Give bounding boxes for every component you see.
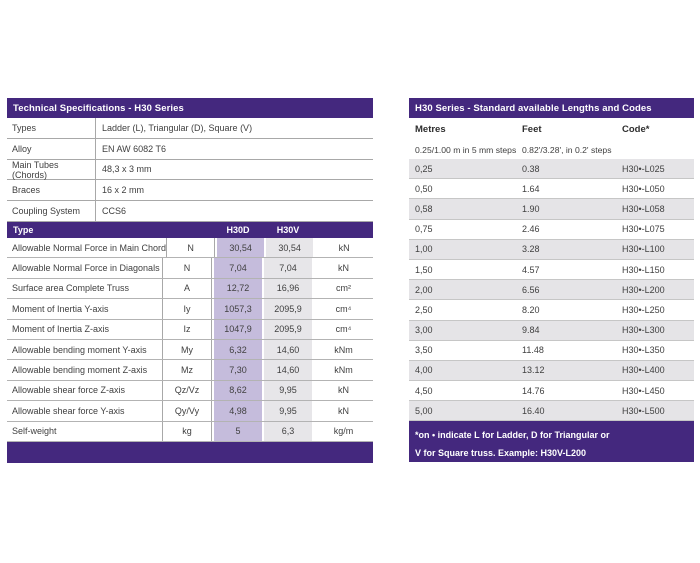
row-h30v-value: 14,60 xyxy=(264,340,312,359)
metres-value: 0,75 xyxy=(415,224,433,235)
row-h30d-value: 1047,9 xyxy=(214,320,262,339)
metres-value: 0,50 xyxy=(415,183,433,194)
row-unit: kg/m xyxy=(333,426,354,437)
spec-row-alloy xyxy=(7,139,373,160)
code-value: H30•-L100 xyxy=(622,244,665,255)
length-row xyxy=(409,381,694,401)
table-row xyxy=(7,340,373,360)
spec-label: Braces xyxy=(7,180,96,200)
row-h30v-value: 2095,9 xyxy=(264,299,312,318)
feet-value: 14.76 xyxy=(522,385,545,396)
row-label: Allowable Normal Force in Main Chord xyxy=(7,238,167,257)
row-h30v-value: 9,95 xyxy=(264,401,312,420)
row-h30v-value: 30,54 xyxy=(266,238,313,257)
code-value: H30•-L450 xyxy=(622,385,665,396)
length-row xyxy=(409,361,694,381)
row-label: Surface area Complete Truss xyxy=(7,279,163,298)
left-table-title-bar xyxy=(7,98,373,118)
metres-value: 2,00 xyxy=(415,284,433,295)
row-symbol: Iz xyxy=(163,320,212,339)
row-unit: kNm xyxy=(334,344,353,355)
row-h30d-value: 7,30 xyxy=(214,360,262,379)
code-value: H30•-L300 xyxy=(622,325,665,336)
steps-row xyxy=(409,141,694,159)
right-table-title-bar xyxy=(409,98,694,118)
metres-value: 4,00 xyxy=(415,365,433,376)
metres-value: 0,25 xyxy=(415,163,433,174)
row-unit: cm⁴ xyxy=(335,303,352,314)
row-unit: kN xyxy=(338,405,349,416)
table-row xyxy=(7,238,373,258)
code-value: H30•-L025 xyxy=(622,163,665,174)
steps-metres: 0.25/1.00 m in 5 mm steps xyxy=(415,145,517,155)
table-row xyxy=(7,422,373,442)
length-row xyxy=(409,260,694,280)
row-symbol: Qz/Vz xyxy=(163,381,212,400)
code-value: H30•-L250 xyxy=(622,304,665,315)
lengths-and-codes-table xyxy=(409,98,694,462)
code-value: H30•-L200 xyxy=(622,284,665,295)
row-label: Allowable shear force Z-axis xyxy=(7,381,163,400)
h30d-column-header: H30D xyxy=(226,224,250,235)
spec-value: EN AW 6082 T6 xyxy=(102,143,167,154)
row-h30v-value: 16,96 xyxy=(264,279,312,298)
row-h30d-value: 30,54 xyxy=(217,238,264,257)
length-row xyxy=(409,280,694,300)
right-table-column-headers xyxy=(409,118,694,141)
row-unit: kN xyxy=(338,263,349,274)
code-value: H30•-L150 xyxy=(622,264,665,275)
feet-value: 0.38 xyxy=(522,163,540,174)
metres-value: 5,00 xyxy=(415,405,433,416)
steps-feet: 0.82'/3.28', in 0.2' steps xyxy=(522,145,612,155)
metres-value: 1,50 xyxy=(415,264,433,275)
row-label: Moment of Inertia Z-axis xyxy=(7,320,163,339)
code-footnote xyxy=(409,421,694,462)
row-h30v-value: 2095,9 xyxy=(264,320,312,339)
metres-value: 4,50 xyxy=(415,385,433,396)
right-table-title: H30 Series - Standard available Lengths and Codes xyxy=(415,102,652,114)
row-unit: cm⁴ xyxy=(335,324,352,335)
row-h30d-value: 4,98 xyxy=(214,401,262,420)
row-symbol: N xyxy=(163,258,212,277)
row-label: Allowable bending moment Y-axis xyxy=(7,340,163,359)
row-h30d-value: 8,62 xyxy=(214,381,262,400)
code-value: H30•-L075 xyxy=(622,224,665,235)
metres-value: 0,58 xyxy=(415,203,433,214)
spec-value: Ladder (L), Triangular (D), Square (V) xyxy=(102,122,253,133)
feet-value: 1.64 xyxy=(522,183,540,194)
row-h30d-value: 7,04 xyxy=(214,258,262,277)
footnote-line-2: V for Square truss. Example: H30V-L200 xyxy=(415,448,587,459)
h30v-column-header: H30V xyxy=(276,224,300,235)
footnote-line-1: *on • indicate L for Ladder, D for Triangular or xyxy=(415,430,610,441)
metres-value: 3,50 xyxy=(415,345,433,356)
feet-value: 9.84 xyxy=(522,325,540,336)
feet-value: 4.57 xyxy=(522,264,540,275)
code-value: H30•-L400 xyxy=(622,365,665,376)
table-row xyxy=(7,299,373,319)
length-row xyxy=(409,159,694,179)
type-header-label: Type xyxy=(13,224,34,235)
type-header-bar xyxy=(7,222,373,238)
metres-value: 3,00 xyxy=(415,325,433,336)
metres-value: 1,00 xyxy=(415,244,433,255)
table-row xyxy=(7,320,373,340)
feet-value: 1.90 xyxy=(522,203,540,214)
length-row xyxy=(409,240,694,260)
row-unit: kNm xyxy=(334,365,353,376)
code-column-header: Code* xyxy=(622,124,650,135)
row-label: Allowable Normal Force in Diagonals xyxy=(7,258,163,277)
length-row xyxy=(409,220,694,240)
unit-column-header xyxy=(314,222,373,238)
row-symbol: N xyxy=(167,238,215,257)
length-row xyxy=(409,401,694,421)
row-unit: kN xyxy=(338,242,350,253)
technical-specifications-table xyxy=(7,98,373,463)
length-row xyxy=(409,300,694,320)
table-row xyxy=(7,279,373,299)
feet-column-header: Feet xyxy=(522,124,542,135)
length-row xyxy=(409,179,694,199)
spec-label: Main Tubes (Chords) xyxy=(7,160,96,180)
row-label: Allowable bending moment Z-axis xyxy=(7,360,163,379)
table-row xyxy=(7,381,373,401)
length-row xyxy=(409,341,694,361)
row-symbol: Iy xyxy=(163,299,212,318)
spec-row-types xyxy=(7,118,373,139)
feet-value: 8.20 xyxy=(522,304,540,315)
row-symbol: kg xyxy=(163,422,212,441)
spec-label: Alloy xyxy=(7,139,96,159)
row-symbol: Qy/Vy xyxy=(163,401,212,420)
table-row xyxy=(7,258,373,278)
spec-row-braces xyxy=(7,180,373,201)
row-unit: cm² xyxy=(336,283,351,294)
row-h30v-value: 6,3 xyxy=(264,422,312,441)
row-h30d-value: 1057,3 xyxy=(214,299,262,318)
left-table-title: Technical Specifications - H30 Series xyxy=(13,102,184,114)
row-h30v-value: 9,95 xyxy=(264,381,312,400)
row-symbol: A xyxy=(163,279,212,298)
spec-label: Types xyxy=(7,118,96,138)
row-h30v-value: 7,04 xyxy=(264,258,312,277)
feet-value: 2.46 xyxy=(522,224,540,235)
feet-value: 3.28 xyxy=(522,244,540,255)
row-h30d-value: 12,72 xyxy=(214,279,262,298)
spec-row-coupling xyxy=(7,201,373,222)
row-label: Allowable shear force Y-axis xyxy=(7,401,163,420)
spec-row-main-tubes xyxy=(7,160,373,181)
row-unit: kN xyxy=(338,385,349,396)
feet-value: 6.56 xyxy=(522,284,540,295)
row-h30d-value: 6,32 xyxy=(214,340,262,359)
metres-column-header: Metres xyxy=(415,124,446,135)
spec-value: CCS6 xyxy=(102,206,127,217)
row-symbol: My xyxy=(163,340,212,359)
table-row xyxy=(7,360,373,380)
feet-value: 11.48 xyxy=(522,345,544,356)
code-value: H30•-L350 xyxy=(622,345,665,356)
spec-label: Coupling System xyxy=(7,201,96,221)
spec-value: 16 x 2 mm xyxy=(102,185,145,196)
left-table-footer-bar xyxy=(7,442,373,463)
row-label: Moment of Inertia Y-axis xyxy=(7,299,163,318)
row-label: Self-weight xyxy=(7,422,163,441)
row-h30v-value: 14,60 xyxy=(264,360,312,379)
feet-value: 16.40 xyxy=(522,405,545,416)
feet-value: 13.12 xyxy=(522,365,545,376)
spec-value: 48,3 x 3 mm xyxy=(102,164,152,175)
code-value: H30•-L050 xyxy=(622,183,665,194)
table-row xyxy=(7,401,373,421)
code-value: H30•-L058 xyxy=(622,203,665,214)
symbol-column-header xyxy=(163,222,212,238)
row-h30d-value: 5 xyxy=(214,422,262,441)
length-row xyxy=(409,199,694,219)
row-symbol: Mz xyxy=(163,360,212,379)
length-row xyxy=(409,321,694,341)
code-value: H30•-L500 xyxy=(622,405,665,416)
metres-value: 2,50 xyxy=(415,304,433,315)
